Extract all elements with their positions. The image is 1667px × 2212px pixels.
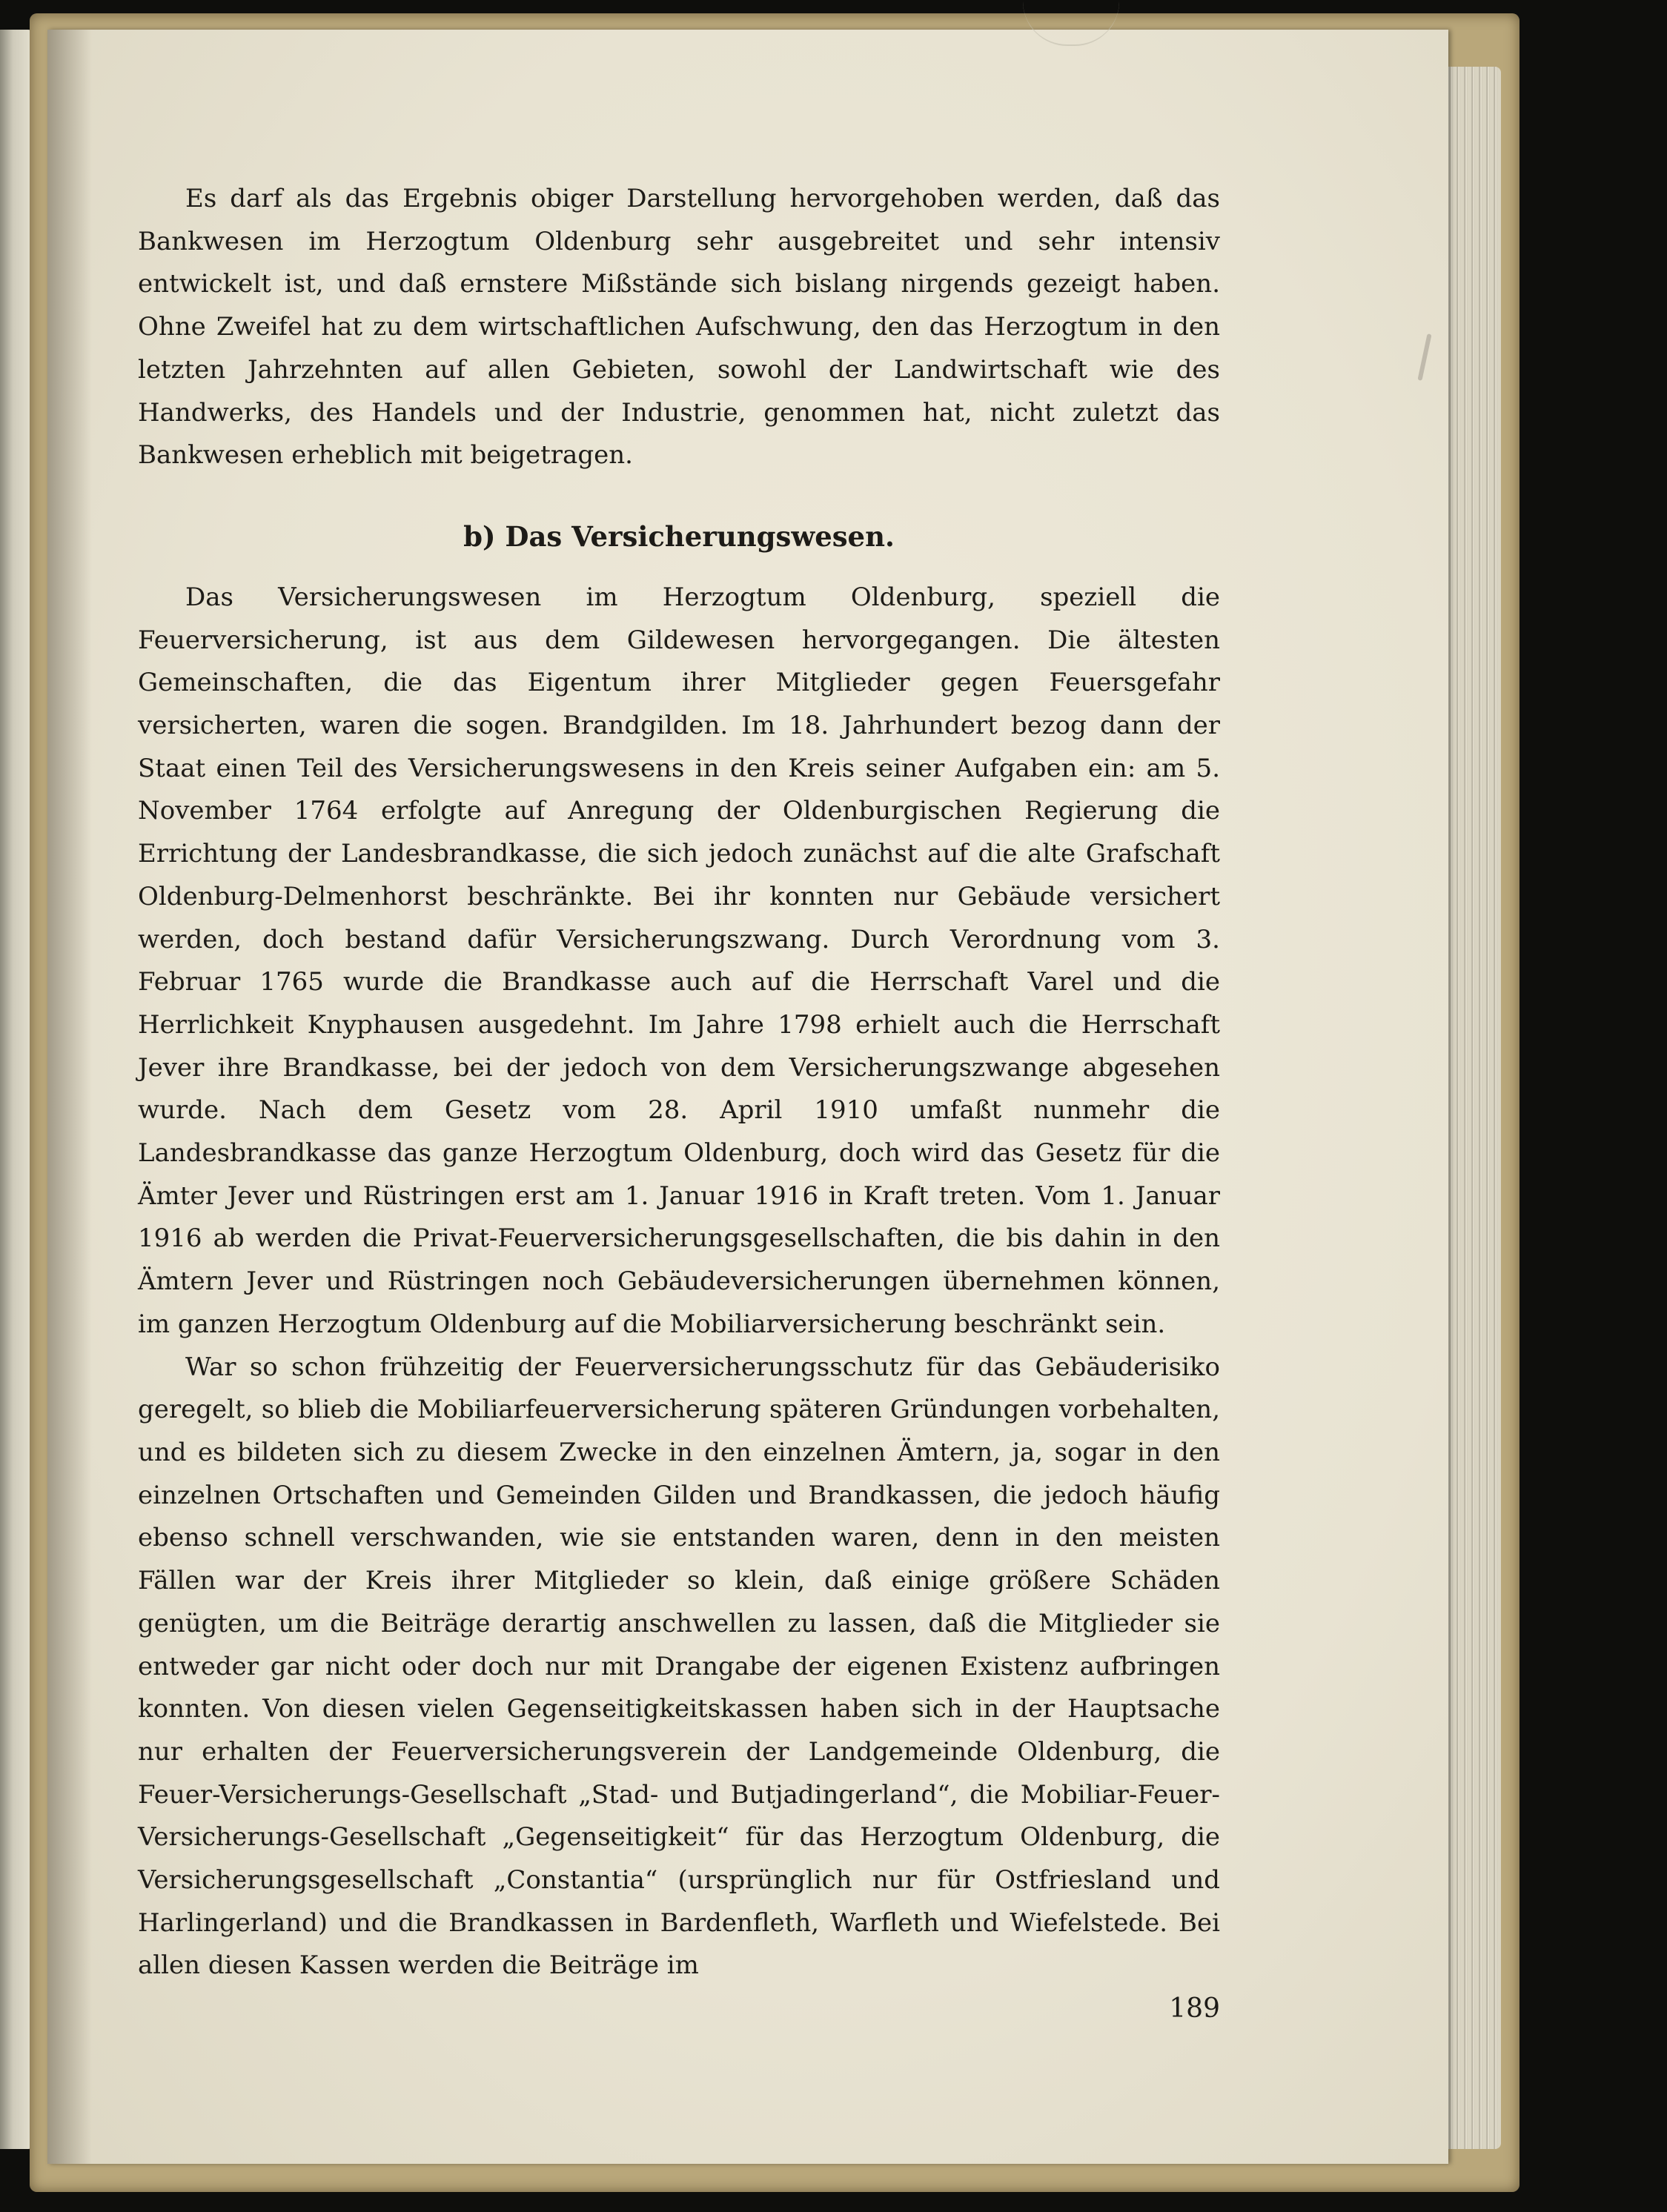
page-number: 189 [1169,1993,1220,2024]
section-heading: b) Das Versicherungswesen. [463,519,895,553]
paragraph-1: Es darf als das Ergebnis obiger Darstellung hervorgehoben werden, daß das Bankwesen im Herzogtum Oldenburg sehr ausgebreitet und sehr intensiv entwickelt ist, und daß ernstere Mißstände sich bislang nirgends gezeigt haben. Ohne Zweifel hat zu dem wirtschaftlichen Aufschwung, den das Herzogtum in den letzten Jahrzehnten auf allen Gebieten, sowohl der Landwirtschaft wie des Handwerks, des Handels und der Industrie, genommen hat, nicht zuletzt das Bankwesen erheblich mit beigetragen. [138,184,1220,471]
facing-page-edge [0,30,33,2149]
paragraph-3: War so schon frühzeitig der Feuerversicherungsschutz für das Gebäuderisiko geregelt, so blieb die Mobiliarfeuerversicherung späteren Gründungen vorbehalten, und es bildeten sich zu diesem Zwecke in den einzelnen Ämtern, ja, sogar in den einzelnen Ortschaften und Gemeinden Gilden und Brandkassen, die jedoch häufig ebenso schnell verschwanden, wie sie entstanden waren, denn in den meisten Fällen war der Kreis ihrer Mitglieder so klein, daß einige größere Schäden genügten, um die Beiträge derartig anschwellen zu lassen, daß die Mitglieder sie entweder gar nicht oder doch nur mit Drangabe der eigenen Existenz aufbringen konnten. Von diesen vielen Gegenseitigkeitskassen haben sich in der Hauptsache nur erhalten der Feuerversicherungsverein der Landgemeinde Oldenburg, die Feuer-Versicherungs-Gesellschaft „Stad- und Butjadingerland“, die Mobiliar-Feuer-Versicherungs-Gesellschaft „Gegenseitigkeit“ für das Herzogtum Oldenburg, die Versicherungsgesellschaft „Constantia“ (ursprünglich nur für Ostfriesland und Harlingerland) und die Brandkassen in Bardenfleth, Warfleth und Wiefelstede. Bei allen diesen Kassen werden die Beiträge im [138,1352,1220,1981]
page-text [138,178,1220,1987]
paragraph-2: Das Versicherungswesen im Herzogtum Oldenburg, speziell die Feuerversicherung, ist aus dem Gildewesen hervorgegangen. Die ältesten Gemeinschaften, die das Eigentum ihrer Mitglieder gegen Feuersgefahr versicherten, waren die sogen. Brandgilden. Im 18. Jahrhundert bezog dann der Staat einen Teil des Versicherungswesens in den Kreis seiner Aufgaben ein: am 5. November 1764 erfolgte auf Anregung der Oldenburgischen Regierung die Errichtung der Landesbrandkasse, die sich jedoch zunächst auf die alte Grafschaft Oldenburg-Delmenhorst beschränkte. Bei ihr konnten nur Gebäude versichert werden, doch bestand dafür Versicherungszwang. Durch Verordnung vom 3. Februar 1765 wurde die Brandkasse auch auf die Herrschaft Varel und die Herrlichkeit Knyphausen ausgedehnt. Im Jahre 1798 erhielt auch die Herrschaft Jever ihre Brandkasse, bei der jedoch von dem Versicherungszwange abgesehen wurde. Nach dem Gesetz vom 28. April 1910 umfaßt nunmehr die Landesbrandkasse das ganze Herzogtum Oldenburg, doch wird das Gesetz für die Ämter Jever und Rüstringen erst am 1. Januar 1916 in Kraft treten. Vom 1. Januar 1916 ab werden die Privat-Feuerversicherungsgesellschaften, die bis dahin in den Ämtern Jever und Rüstringen noch Gebäudeversicherungen übernehmen können, im ganzen Herzogtum Oldenburg auf die Mobiliarversicherung beschränkt sein. [138,582,1220,1339]
pencil-mark [1417,333,1431,381]
spine-shadow [47,30,92,2164]
